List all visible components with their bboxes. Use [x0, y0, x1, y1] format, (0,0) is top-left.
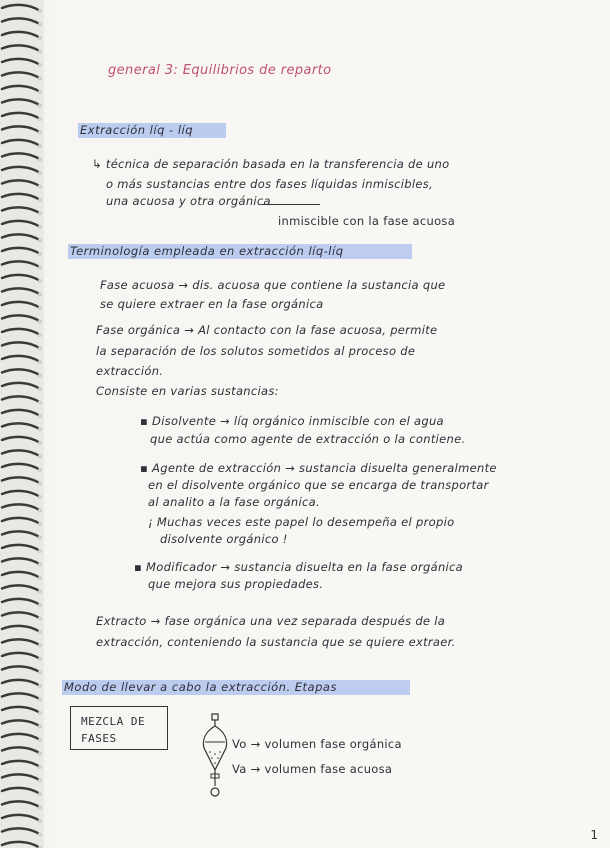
note-inmiscible: inmiscible con la fase acuosa	[278, 214, 456, 228]
mezcla-fases-box	[70, 706, 168, 750]
bullet-line: en el disolvente orgánico que se encarga de transportar	[148, 478, 489, 492]
bullet-line: ▪ Agente de extracción → sustancia disuelta generalmente	[140, 461, 497, 475]
bullet-line: que mejora sus propiedades.	[148, 577, 324, 591]
text-line: ↳ técnica de separación basada en la transferencia de uno	[92, 157, 450, 171]
text-line: Fase acuosa → dis. acuosa que contiene la sustancia que	[100, 278, 446, 292]
underline-mark	[262, 203, 320, 205]
text-line: una acuosa y otra orgánica	[106, 194, 271, 208]
bullet-line: disolvente orgánico !	[160, 532, 288, 546]
bullet-line: ▪ Disolvente → líq orgánico inmiscible con el agua	[140, 414, 444, 428]
text-line: Extracto → fase orgánica una vez separada después de la	[96, 614, 446, 628]
box-label-line2: FASES	[81, 732, 117, 745]
bullet-line: ¡ Muchas veces este papel lo desempeña el propio	[148, 515, 455, 529]
text-line: extracción.	[96, 364, 164, 378]
spiral-binding	[0, 0, 44, 848]
section-heading-modo: Modo de llevar a cabo la extracción. Etapas	[64, 680, 337, 694]
text-line: Fase orgánica → Al contacto con la fase acuosa, permite	[96, 323, 438, 337]
page-number: 1	[590, 828, 598, 842]
bullet-line: que actúa como agente de extracción o la contiene.	[150, 432, 466, 446]
vo-label: Vo → volumen fase orgánica	[232, 737, 402, 751]
bullet-line: ▪ Modificador → sustancia disuelta en la fase orgánica	[134, 560, 464, 574]
text-line: Consiste en varias sustancias:	[96, 384, 279, 398]
section-heading-terminologia: Terminología empleada en extracción líq-líq	[70, 244, 344, 258]
text-line: se quiere extraer en la fase orgánica	[100, 297, 324, 311]
bullet-line: al analito a la fase orgánica.	[148, 495, 320, 509]
text-line: extracción, conteniendo la sustancia que se quiere extraer.	[96, 635, 456, 649]
separatory-funnel-icon	[200, 712, 230, 800]
page-title: general 3: Equilibrios de reparto	[108, 63, 332, 78]
text-line: o más sustancias entre dos fases líquidas inmiscibles,	[106, 177, 434, 191]
section-heading-extraccion: Extracción líq - líq	[80, 123, 194, 137]
box-label-line1: MEZCLA DE	[81, 715, 146, 728]
va-label: Va → volumen fase acuosa	[232, 762, 393, 776]
text-line: la separación de los solutos sometidos al proceso de	[96, 344, 416, 358]
